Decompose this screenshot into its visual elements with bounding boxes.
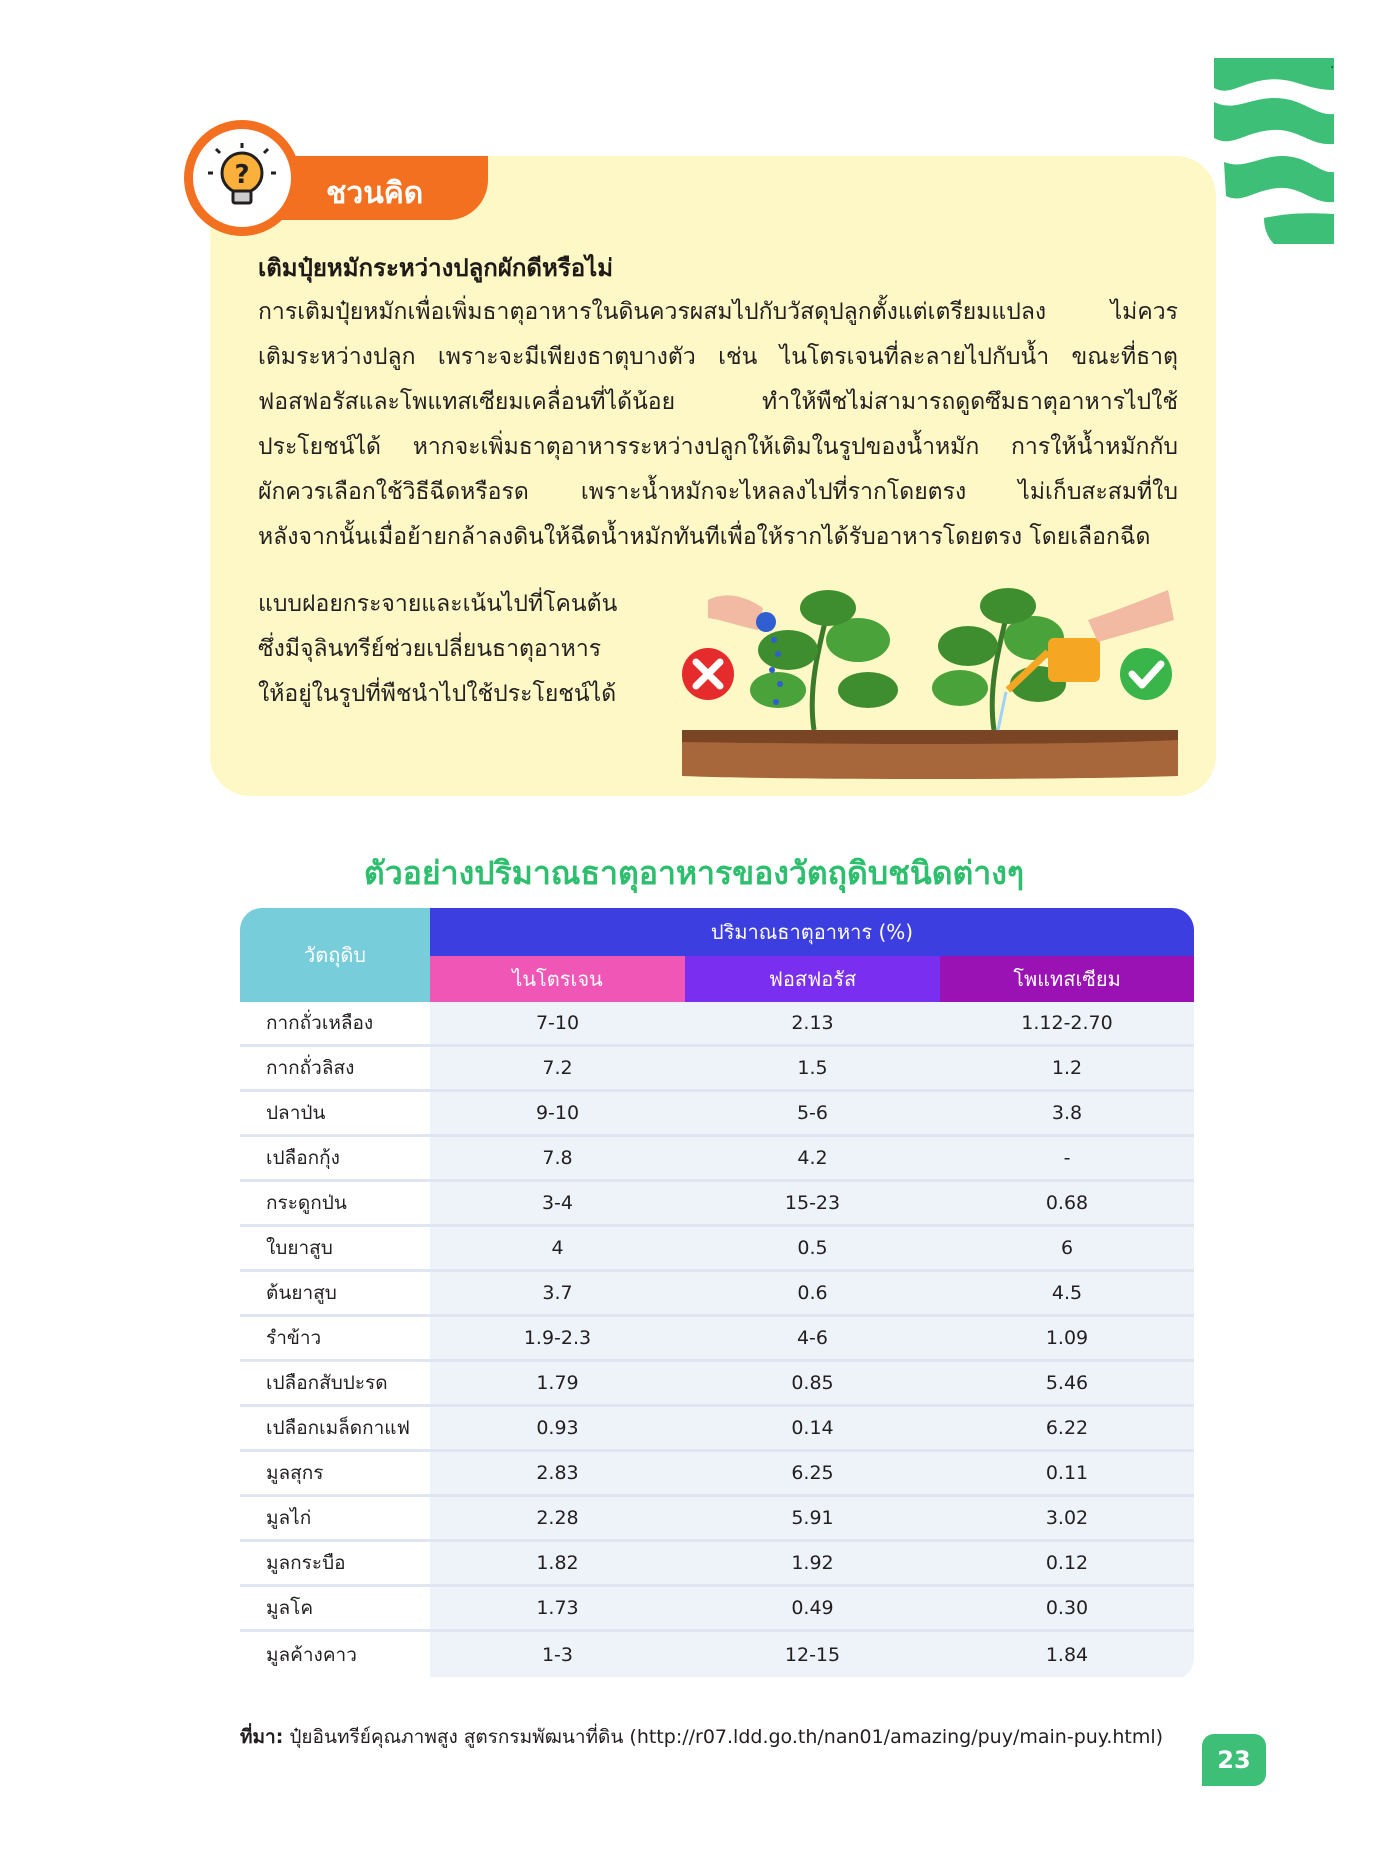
- table-row: [240, 1362, 1194, 1407]
- cell-nitrogen: 9-10: [430, 1092, 685, 1134]
- cell-name: มูลกระบือ: [240, 1542, 430, 1584]
- think-heading: เติมปุ๋ยหมักระหว่างปลูกผักดีหรือไม่: [258, 254, 614, 282]
- cell-name: กระดูกป่น: [240, 1182, 430, 1224]
- header-nutrient-group: ปริมาณธาตุอาหาร (%): [430, 908, 1194, 956]
- think-line: ฟอสฟอรัสและโพแทสเซียมเคลื่อนที่ได้น้อย ทำให้พืชไม่สามารถดูดซึมธาตุอาหารไปใช้: [258, 389, 1178, 415]
- cell-potassium: 0.68: [940, 1182, 1194, 1224]
- cell-phosphorus: 5.91: [685, 1497, 940, 1539]
- table-row: [240, 1182, 1194, 1227]
- think-line: แบบฝอยกระจายและเน้นไปที่โคนต้น: [258, 591, 618, 617]
- cell-phosphorus: 0.14: [685, 1407, 940, 1449]
- think-paragraph: [258, 290, 1178, 560]
- table-row: [240, 1407, 1194, 1452]
- table-row: [240, 1542, 1194, 1587]
- think-line: ผักควรเลือกใช้วิธีฉีดหรือรด เพราะน้ำหมักจะไหลลงไปที่รากโดยตรง ไม่เก็บสะสมที่ใบ: [258, 479, 1178, 505]
- think-line: ประโยชน์ได้ หากจะเพิ่มธาตุอาหารระหว่างปลูกให้เติมในรูปของน้ำหมัก การให้น้ำหมักกับ: [258, 434, 1178, 460]
- source-note: [240, 1722, 1163, 1752]
- cell-phosphorus: 4-6: [685, 1317, 940, 1359]
- think-line: ซึ่งมีจุลินทรีย์ช่วยเปลี่ยนธาตุอาหาร: [258, 636, 602, 662]
- cell-potassium: 3.8: [940, 1092, 1194, 1134]
- cell-phosphorus: 0.85: [685, 1362, 940, 1404]
- cell-potassium: 5.46: [940, 1362, 1194, 1404]
- page-number: 23: [1202, 1734, 1266, 1786]
- think-line: หลังจากนั้นเมื่อย้ายกล้าลงดินให้ฉีดน้ำหมักทันทีเพื่อให้รากได้รับอาหารโดยตรง โดยเลือกฉีด: [258, 524, 1151, 550]
- header-raw-material: วัตถุดิบ: [240, 908, 430, 1002]
- cell-name: มูลโค: [240, 1587, 430, 1629]
- cell-phosphorus: 1.5: [685, 1047, 940, 1089]
- cell-phosphorus: 15-23: [685, 1182, 940, 1224]
- table-row: [240, 1047, 1194, 1092]
- lightbulb-icon: [184, 120, 300, 236]
- cell-phosphorus: 4.2: [685, 1137, 940, 1179]
- table-title: ตัวอย่างปริมาณธาตุอาหารของวัตถุดิบชนิดต่างๆ: [363, 854, 1025, 892]
- cell-name: ปลาป่น: [240, 1092, 430, 1134]
- cell-nitrogen: 1.79: [430, 1362, 685, 1404]
- header-phosphorus: ฟอสฟอรัส: [685, 956, 940, 1002]
- cell-name: ต้นยาสูบ: [240, 1272, 430, 1314]
- table-row: [240, 1002, 1194, 1047]
- cell-nitrogen: 0.93: [430, 1407, 685, 1449]
- cell-nitrogen: 7.2: [430, 1047, 685, 1089]
- cell-phosphorus: 2.13: [685, 1002, 940, 1044]
- think-line: เติมระหว่างปลูก เพราะจะมีเพียงธาตุบางตัว เช่น ไนโตรเจนที่ละลายไปกับน้ำ ขณะที่ธาตุ: [258, 344, 1178, 370]
- plant-right: [932, 588, 1066, 730]
- table-row: [240, 1227, 1194, 1272]
- cell-name: กากถั่วเหลือง: [240, 1002, 430, 1044]
- think-line: ให้อยู่ในรูปที่พืชนำไปใช้ประโยชน์ได้: [258, 681, 617, 707]
- cell-phosphorus: 5-6: [685, 1092, 940, 1134]
- cell-nitrogen: 1.9-2.3: [430, 1317, 685, 1359]
- cell-name: มูลไก่: [240, 1497, 430, 1539]
- table-row: [240, 1452, 1194, 1497]
- cell-nitrogen: 3-4: [430, 1182, 685, 1224]
- table-row: [240, 1497, 1194, 1542]
- cell-nitrogen: 1.73: [430, 1587, 685, 1629]
- think-label: ชวนคิด: [326, 176, 424, 211]
- source-text: ปุ๋ยอินทรีย์คุณภาพสูง สูตรกรมพัฒนาที่ดิน (http://r07.ldd.go.th/nan01/amazing/puy/main-puy.html): [283, 1726, 1164, 1748]
- table-body: [240, 1002, 1194, 1677]
- cell-name: เปลือกเมล็ดกาแฟ: [240, 1407, 430, 1449]
- cell-phosphorus: 1.92: [685, 1542, 940, 1584]
- cell-potassium: 1.12-2.70: [940, 1002, 1194, 1044]
- cell-potassium: -: [940, 1137, 1194, 1179]
- cell-name: รำข้าว: [240, 1317, 430, 1359]
- cell-nitrogen: 1-3: [430, 1632, 685, 1677]
- think-tail: [258, 582, 678, 717]
- cell-potassium: 1.84: [940, 1632, 1194, 1677]
- header-potassium: โพแทสเซียม: [940, 956, 1194, 1002]
- table-row: [240, 1092, 1194, 1137]
- cell-potassium: 3.02: [940, 1497, 1194, 1539]
- cell-phosphorus: 12-15: [685, 1632, 940, 1677]
- cell-potassium: 6.22: [940, 1407, 1194, 1449]
- svg-text:?: ?: [234, 160, 250, 190]
- cell-name: ใบยาสูบ: [240, 1227, 430, 1269]
- cell-nitrogen: 7.8: [430, 1137, 685, 1179]
- cell-nitrogen: 2.83: [430, 1452, 685, 1494]
- cell-nitrogen: 2.28: [430, 1497, 685, 1539]
- cell-phosphorus: 0.5: [685, 1227, 940, 1269]
- cell-potassium: 6: [940, 1227, 1194, 1269]
- table-row: [240, 1137, 1194, 1182]
- decorative-waves: [1214, 58, 1334, 244]
- table-row: [240, 1587, 1194, 1632]
- correct-icon: [1120, 648, 1172, 700]
- table-row: [240, 1272, 1194, 1317]
- wrong-icon: [682, 648, 734, 700]
- table-row: [240, 1317, 1194, 1362]
- cell-potassium: 1.2: [940, 1047, 1194, 1089]
- plant-left: [750, 590, 898, 730]
- header-nitrogen: ไนโตรเจน: [430, 956, 685, 1002]
- think-line: การเติมปุ๋ยหมักเพื่อเพิ่มธาตุอาหารในดินควรผสมไปกับวัสดุปลูกตั้งแต่เตรียมแปลง ไม่ควร: [258, 299, 1178, 325]
- cell-potassium: 0.12: [940, 1542, 1194, 1584]
- table-row: [240, 1632, 1194, 1677]
- source-label: ที่มา:: [240, 1726, 284, 1748]
- cell-nitrogen: 4: [430, 1227, 685, 1269]
- cell-name: เปลือกสับปะรด: [240, 1362, 430, 1404]
- cell-name: มูลค้างคาว: [240, 1632, 430, 1677]
- cell-phosphorus: 0.6: [685, 1272, 940, 1314]
- fertilizing-illustration: [668, 580, 1178, 780]
- cell-phosphorus: 6.25: [685, 1452, 940, 1494]
- cell-name: กากถั่วลิสง: [240, 1047, 430, 1089]
- cell-nitrogen: 7-10: [430, 1002, 685, 1044]
- cell-phosphorus: 0.49: [685, 1587, 940, 1629]
- nutrient-table: [240, 908, 1194, 1680]
- cell-potassium: 4.5: [940, 1272, 1194, 1314]
- crop-mark: ·: [1330, 60, 1335, 76]
- cell-name: เปลือกกุ้ง: [240, 1137, 430, 1179]
- cell-nitrogen: 1.82: [430, 1542, 685, 1584]
- cell-potassium: 0.11: [940, 1452, 1194, 1494]
- cell-potassium: 1.09: [940, 1317, 1194, 1359]
- cell-potassium: 0.30: [940, 1587, 1194, 1629]
- cell-nitrogen: 3.7: [430, 1272, 685, 1314]
- cell-name: มูลสุกร: [240, 1452, 430, 1494]
